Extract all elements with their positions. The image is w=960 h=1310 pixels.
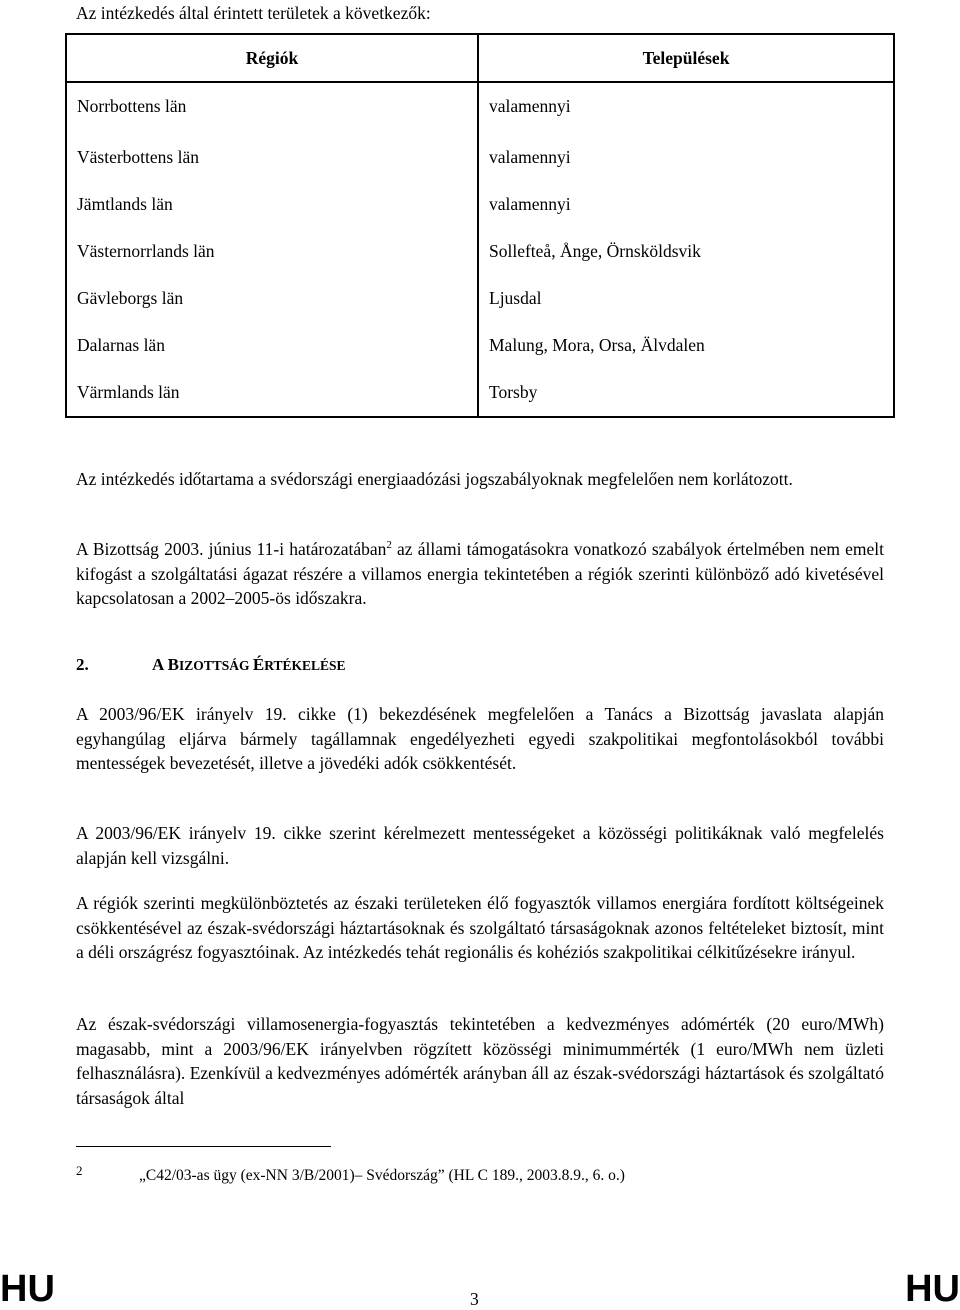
settlement-cell: Torsby bbox=[478, 369, 894, 417]
page-number: 3 bbox=[470, 1289, 479, 1309]
table-row bbox=[66, 82, 894, 130]
region-cell: Gävleborgs län bbox=[66, 275, 478, 322]
affected-areas-table bbox=[65, 33, 895, 418]
table-row bbox=[66, 369, 894, 417]
table-row bbox=[66, 130, 894, 181]
section-heading bbox=[76, 655, 346, 675]
section-title-b-initial: B bbox=[167, 655, 179, 674]
settlement-cell: Malung, Mora, Orsa, Älvdalen bbox=[478, 322, 894, 369]
assessment-paragraph-1: A 2003/96/EK irányelv 19. cikke (1) bekezdésének megfelelően a Tanács a Bizottság javaslata alapján egyhangúlag eljárva bármely tagállamnak engedélyezheti egyedi szakpolitikai megfontolásokból további mentességek bevezetését, illetve a jövedéki adók csökkentését. bbox=[76, 704, 884, 773]
region-cell: Värmlands län bbox=[66, 369, 478, 417]
settlement-cell: Ljusdal bbox=[478, 275, 894, 322]
language-code-right: HU bbox=[905, 1268, 960, 1310]
settlement-cell: Sollefteå, Ånge, Örnsköldsvik bbox=[478, 228, 894, 275]
settlement-cell: valamennyi bbox=[478, 130, 894, 181]
footnote-divider bbox=[76, 1146, 331, 1147]
assessment-paragraph-4: Az észak-svédországi villamosenergia-fogyasztás tekintetében a kedvezményes adómérték (20 euro/MWh) magasabb, mint a 2003/96/EK irányelvben rögzített közösségi minimummérték (1 euro/MWh nem üzleti felhasználásra). Ezenkívül a kedvezményes adómérték arányban áll az észak-svédországi háztartások és szolgáltató társaságok által bbox=[76, 1014, 884, 1108]
settlement-cell: valamennyi bbox=[478, 181, 894, 228]
intro-text: Az intézkedés által érintett területek a következők: bbox=[76, 3, 431, 23]
table-row bbox=[66, 181, 894, 228]
section-title-e-rest: RTÉKELÉSE bbox=[264, 658, 346, 673]
region-cell: Västernorrlands län bbox=[66, 228, 478, 275]
decision-text-start: A Bizottság 2003. június 11-i határozatában bbox=[76, 539, 387, 559]
duration-paragraph: Az intézkedés időtartama a svédországi energiaadózási jogszabályoknak megfelelően nem korlátozott. bbox=[76, 469, 793, 489]
assessment-paragraph-3: A régiók szerinti megkülönböztetés az északi területeken élő fogyasztók villamos energiára fordított költségeinek csökkentésével az észak-svédországi háztartásoknak és szolgáltató társaságoknak azonos feltételeket biztosít, mint a déli országrész fogyasztóinak. Az intézkedés tehát regionális és kohéziós szakpolitikai célkitűzésekre irányul. bbox=[76, 893, 884, 962]
footnote-text: „C42/03-as ügy (ex-NN 3/B/2001)– Svédország” (HL C 189., 2003.8.9., 6. o.) bbox=[139, 1167, 625, 1184]
footnote-reference-link[interactable]: 2 bbox=[386, 539, 392, 552]
language-code-left: HU bbox=[0, 1268, 55, 1310]
column-header-settlements: Települések bbox=[478, 34, 894, 82]
region-cell: Norrbottens län bbox=[66, 82, 478, 130]
table-row bbox=[66, 275, 894, 322]
region-cell: Jämtlands län bbox=[66, 181, 478, 228]
assessment-paragraph-2: A 2003/96/EK irányelv 19. cikke szerint kérelmezett mentességeket a közösségi politikáknak való megfelelés alapján kell vizsgálni. bbox=[76, 823, 884, 868]
footnote-number: 2 bbox=[76, 1163, 83, 1178]
region-cell: Västerbottens län bbox=[66, 130, 478, 181]
section-number: 2. bbox=[76, 655, 89, 674]
section-title-b-rest: IZOTTSÁG bbox=[178, 658, 253, 673]
region-cell: Dalarnas län bbox=[66, 322, 478, 369]
decision-text-end: az állami támogatásokra vonatkozó szabályok értelmében nem emelt kifogást a szolgáltatási ágazat részére a villamos energia tekintetében a régiók szerinti különböző adó kivetésével kapcsolatosan a 2002–2005-ös időszakra. bbox=[76, 539, 884, 608]
table-header-row bbox=[66, 34, 894, 82]
settlement-cell: valamennyi bbox=[478, 82, 894, 130]
table-row bbox=[66, 322, 894, 369]
table-row bbox=[66, 228, 894, 275]
column-header-regions: Régiók bbox=[66, 34, 478, 82]
commission-decision-paragraph bbox=[76, 537, 884, 611]
section-title-e-initial: É bbox=[252, 655, 265, 674]
section-title-a: A bbox=[152, 655, 168, 674]
